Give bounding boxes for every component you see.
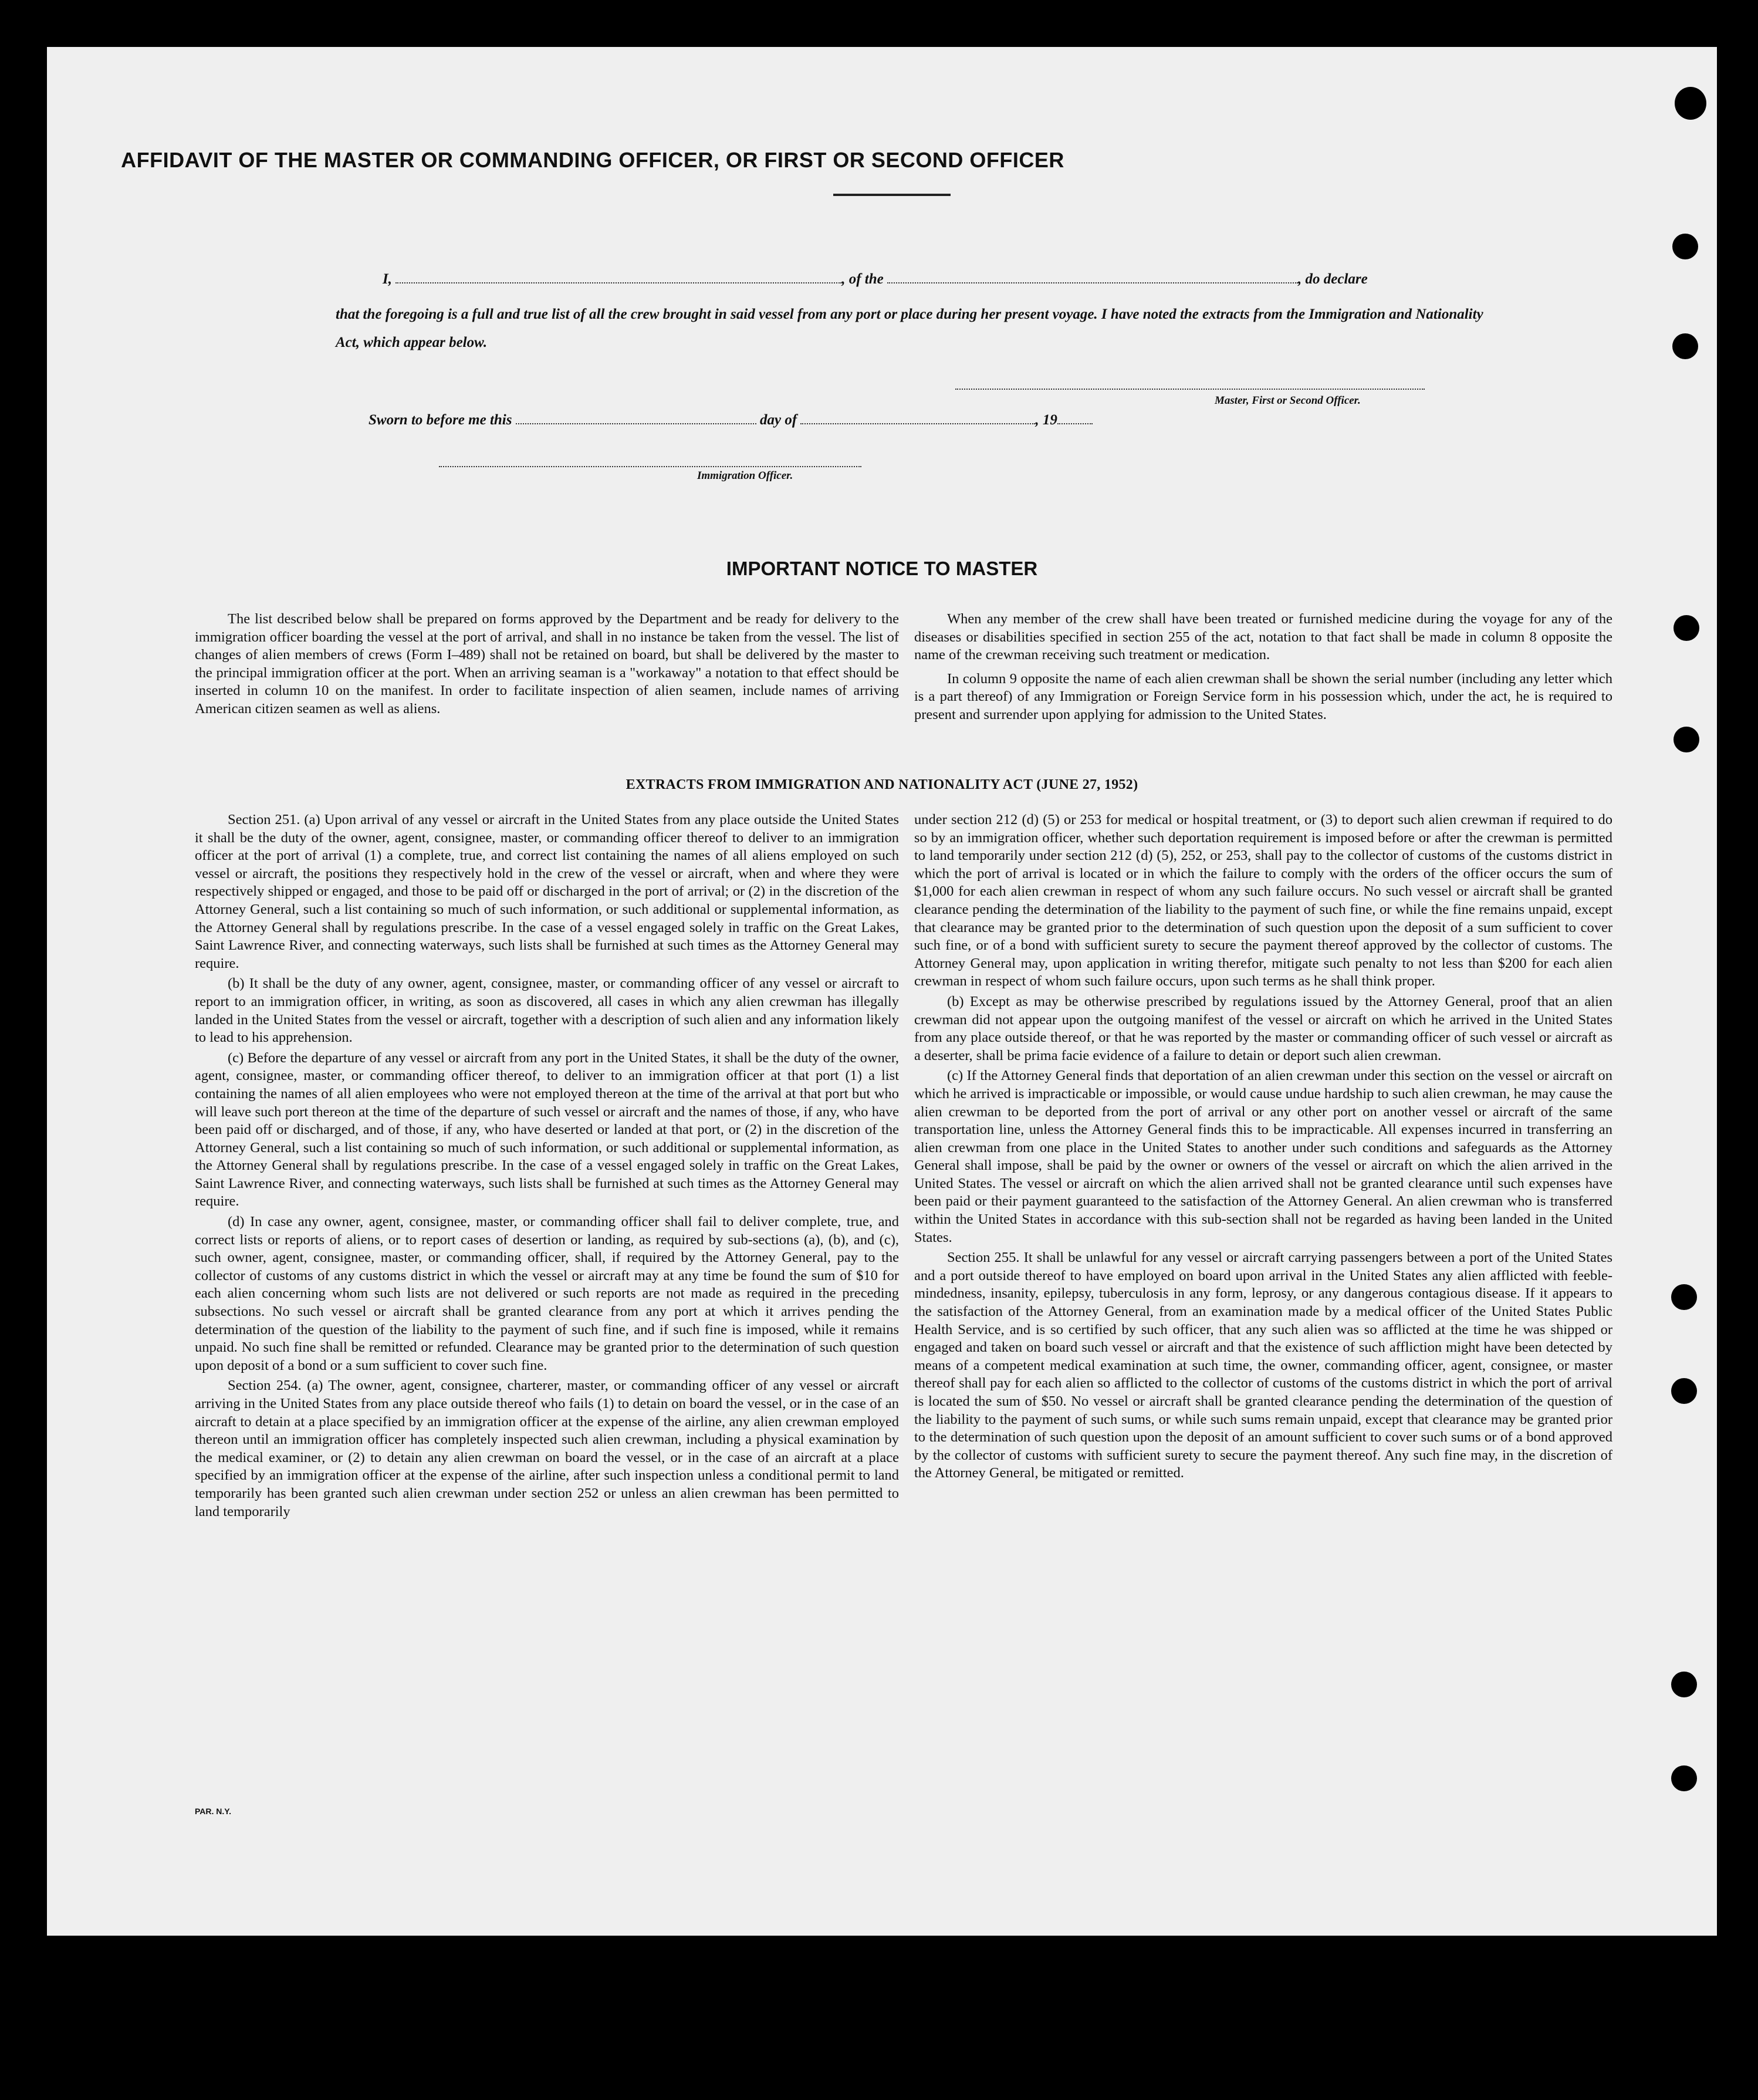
extracts-left-column (195, 811, 899, 1521)
master-signature-field[interactable] (955, 389, 1425, 390)
notice-right-column (914, 610, 1612, 724)
sworn-line (368, 412, 1093, 428)
section-251a: Section 251. (a) Upon arrival of any vessel or aircraft in the United States from any place outside the United States it shall be the duty of the owner, agent, consignee, master, or commanding officer thereof to deliver to an immigration officer at the port of arrival (1) a complete, true, and correct list containing the names of all aliens employed on such vessel or aircraft, the positions they respectively hold in the crew of the vessel or aircraft, when and where they were respectively shipped or engaged, and those to be paid off or discharged in the port of arrival; or (2) in the discretion of the Attorney General, such a list containing so much of such information, or such additional or supplemental information, as the Attorney General shall by regulations prescribe. In the case of a vessel engaged solely in traffic on the Great Lakes, Saint Lawrence River, and connecting waterways, such lists shall be furnished at such times as the Attorney General may require. (195, 812, 899, 971)
punch-hole (1672, 333, 1698, 359)
punch-hole (1674, 615, 1699, 641)
vessel-name-field[interactable] (887, 278, 1298, 283)
punch-hole (1671, 1672, 1697, 1697)
notice-title: IMPORTANT NOTICE TO MASTER (726, 558, 1038, 579)
punch-hole (1671, 1284, 1697, 1310)
extracts-title: EXTRACTS FROM IMMIGRATION AND NATIONALITY ACT (JUNE 27, 1952) (626, 777, 1138, 792)
punch-hole (1675, 87, 1706, 120)
punch-hole (1671, 1378, 1697, 1404)
sworn-day-field[interactable] (516, 418, 756, 424)
officer-signature-field[interactable] (439, 466, 861, 467)
notice-left-paragraph: The list described below shall be prepared on forms approved by the Department and be ready for delivery to the immigration officer boarding the vessel at the port of arrival, and shall in no instance be taken from the vessel. The list of changes of alien members of crews (Form I–489) shall not be retained on board, but shall be delivered by the master to the principal immigration officer at the port. When an arriving seaman is a "workaway" a notation to that effect should be inserted in column 10 on the manifest. In order to facilitate inspection of alien seamen, include names of arriving American citizen seamen as well as aliens. (195, 611, 899, 717)
sworn-year-field[interactable] (1057, 418, 1093, 424)
punch-hole (1674, 727, 1699, 752)
section-251c: (c) Before the departure of any vessel or aircraft from any port in the United States, it shall be the duty of the owner, agent, consignee, master, or commanding officer thereof, to deliver to an immigration officer at that port (1) a list containing the names of all alien employees who were not employed thereon at the time of the arrival at that port but who will leave such port thereon at the time of the departure of such vessel or aircraft and the names of those, if any, who have been paid off or discharged, and of those, if any, who have deserted or landed at that port, or (2) in the discretion of the Attorney General, such a list containing so much of such information, or such additional or supplemental information, as the Attorney General shall by regulations prescribe. In the case of a vessel engaged solely in traffic on the Great Lakes, Saint Lawrence River, and connecting waterways, such lists shall be furnished at such times as the Attorney General may require. (195, 1049, 899, 1210)
punch-hole (1671, 1765, 1697, 1791)
punch-hole (1672, 234, 1698, 259)
section-254a: Section 254. (a) The owner, agent, consignee, charterer, master, or commanding officer of any vessel or aircraft arriving in the United States from any place outside thereof who fails (1) to detain on board the vessel, or in the case of an aircraft to detain at a place specified by an immigration officer at the expense of the airline, any alien crewman employed thereon until an immigration officer has completely inspected such alien crewman, including a physical examination by the medical examiner, or (2) to detain any alien crewman on board the vessel, or in the case of an aircraft at a place specified by an immigration officer at the expense of the airline, after such inspection unless a conditional permit to land temporarily has been granted such alien crewman under section 252 or unless an alien crewman has been permitted to land temporarily (195, 1378, 899, 1520)
document-page (47, 47, 1717, 1936)
section-254c: (c) If the Attorney General finds that deportation of an alien crewman under this section on the vessel or aircraft on which he arrived is impracticable or impossible, or would cause undue hardship to such alien crewman, he may cause the alien crewman to be deported from the port of arrival or any other port on another vessel or aircraft of the same transportation line, unless the Attorney General finds this to be impracticable. All expenses incurred in transferring an alien crewman from one place in the United States to another under such conditions and safeguards as the Attorney General shall impose, shall be paid by the owner or owners of the vessel or aircraft on which the alien arrived in the United States. The vessel or aircraft on which the alien arrived shall not be granted clearance until such expenses have been paid or their payment guaranteed to the satisfaction of the Attorney General. An alien crewman who is transferred within the United States in accordance with this sub-section shall not be regarded as having been landed in the United States. (914, 1068, 1612, 1245)
section-251b: (b) It shall be the duty of any owner, agent, consignee, master, or commanding officer of any vessel or aircraft to report to an immigration officer, in writing, as soon as discovered, all cases in which any alien crewman has illegally landed in the United States from the vessel or aircraft, together with a description of such alien and any information likely to lead to his apprehension. (195, 975, 899, 1046)
officer-signature-caption: Immigration Officer. (697, 470, 793, 482)
sworn-day-label: day of (759, 412, 797, 428)
do-declare-label: , do declare (1298, 271, 1368, 287)
sworn-year-label: , 19 (1035, 412, 1057, 428)
section-254a-continued: under section 212 (d) (5) or 253 for medical or hospital treatment, or (3) to deport such alien crewman if required to do so by an immigration officer, whether such deportation requirement is imposed before or after the crewman is permitted to land temporarily under section 212 (d) (5), 252, or 253, shall pay to the collector of customs of the customs district in which the port of arrival is located or in which the failure to comply with the orders of the officer occurs the sum of $1,000 for each alien crewman in respect of whom any such failure occurs. No such vessel or aircraft shall be granted clearance pending the determination of the liability to the payment of such fine, or while the fine remains unpaid, except that clearance may be granted prior to the determination of such question upon the deposit of a sum sufficient to cover such fine, or of a bond with sufficient surety to secure the payment thereof approved by the collector of customs. The Attorney General may, upon application in writing therefor, mitigate such penalty to not less than $200 for each alien crewman in respect of whom such failure occurs, upon such terms as he shall think proper. (914, 812, 1612, 990)
affidavit-title: AFFIDAVIT OF THE MASTER OR COMMANDING OFFICER, OR FIRST OR SECOND OFFICER (121, 148, 1064, 172)
sworn-month-field[interactable] (800, 418, 1035, 424)
printer-code: PAR. N.Y. (195, 1807, 231, 1816)
section-251d: (d) In case any owner, agent, consignee, master, or commanding officer shall fail to deliver complete, true, and correct lists or reports of aliens, or to report cases of desertion or landing, as required by sub-sections (a), (b), and (c), such owner, agent, consignee, master, or commanding officer, shall, if required by the Attorney General, pay to the collector of customs of any customs district in which the vessel or aircraft may at any time be found the sum of $10 for each alien concerning whom such lists are not delivered or such reports are not made as required in the preceding subsections. No such vessel or aircraft shall be granted clearance from any port at which it arrives pending the determination of the question of the liability to the payment of such fine, and if such fine is imposed, while it remains unpaid. No such fine shall be remitted or refunded. Clearance may be granted prior to the determination of such question upon deposit of a bond or a sum sufficient to cover such fine. (195, 1214, 899, 1373)
notice-right-paragraph-1: When any member of the crew shall have been treated or furnished medicine during the voyage for any of the diseases or disabilities specified in section 255 of the act, notation to that fact shall be made in column 8 opposite the name of the crewman receiving such treatment or medication. (914, 611, 1612, 663)
declarant-prefix: I, (383, 271, 392, 287)
notice-right-paragraph-2: In column 9 opposite the name of each alien crewman shall be shown the serial number (including any letter which is a part thereof) of any Immigration or Foreign Service form in his possession which, under the act, he is required to present and surrender upon applying for admission to the United States. (914, 670, 1612, 722)
section-254b: (b) Except as may be otherwise prescribed by regulations issued by the Attorney General, proof that an alien crewman did not appear upon the outgoing manifest of the vessel or aircraft on which he arrived in the United States from any place outside thereof, or that he was reported by the master or commanding officer of such vessel or aircraft as a deserter, shall be prima facie evidence of a failure to detain or deport such alien crewman. (914, 993, 1612, 1063)
extracts-right-column (914, 811, 1612, 1483)
sworn-prefix: Sworn to before me this (368, 412, 512, 428)
affidavit-line-1 (383, 271, 1368, 288)
notice-left-column (195, 610, 899, 718)
section-255: Section 255. It shall be unlawful for any vessel or aircraft carrying passengers between a port of the United States and a port outside thereof to have employed on board upon arrival in the United States any alien afflicted with feeble-mindedness, insanity, epilepsy, tuberculosis in any form, leprosy, or any dangerous contagious disease. If it appears to the satisfaction of the Attorney General, from an examination made by a medical officer of the United States Public Health Service, and is so certified by such officer, that any such alien was so afflicted at the time he was shipped or engaged and taken on board such vessel or aircraft and that the existence of such affliction might have been detected by means of a competent medical examination at such time, the owner, commanding officer, agent, consignee, or master thereof shall pay for each alien so afflicted to the collector of customs of the customs district in which the port of arrival is located the sum of $50. No vessel or aircraft shall be granted clearance pending the determination of the question of the liability to the payment of such sums, or while such sums remain unpaid, except that clearance may be granted prior to the determination of such question upon the deposit of an amount sufficient to cover such sums or of a bond approved by the collector of customs with sufficient surety to secure the payment thereof. Any such fine may, in the discretion of the Attorney General, be mitigated or remitted. (914, 1250, 1612, 1481)
of-the-label: , of the (841, 271, 884, 287)
title-underline (833, 194, 951, 196)
declaration-text: that the foregoing is a full and true list of all the crew brought in said vessel from any port or place during her present voyage. I have noted the extracts from the Immigration and Nationality Act, which appear below. (336, 306, 1483, 350)
declarant-name-field[interactable] (395, 278, 841, 283)
master-signature-caption: Master, First or Second Officer. (1215, 394, 1361, 407)
